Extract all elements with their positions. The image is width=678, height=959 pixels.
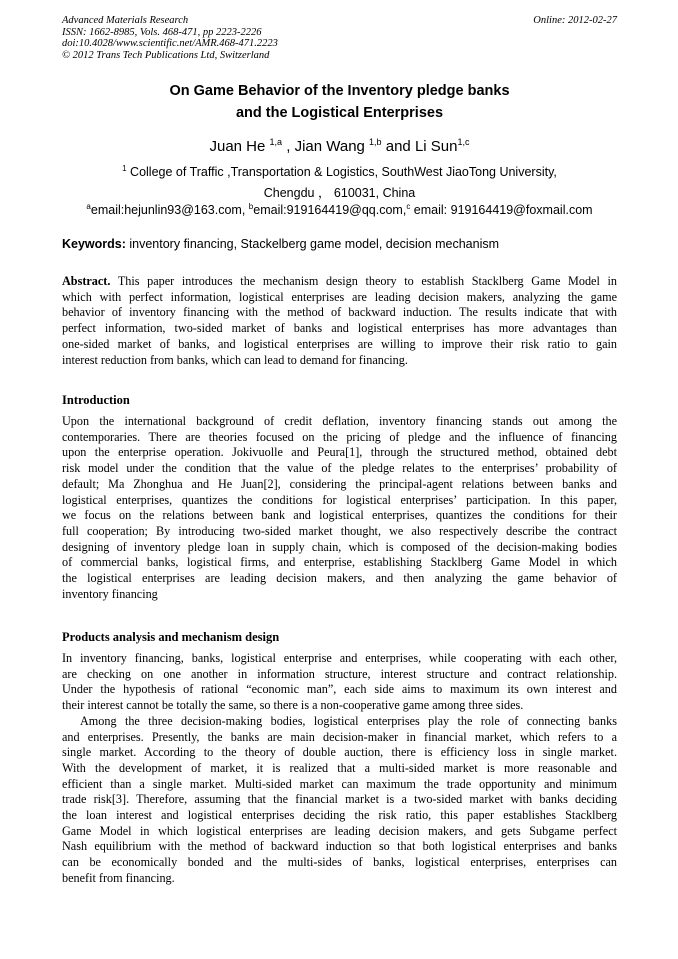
title-line-2: and the Logistical Enterprises — [235, 105, 444, 121]
author-emails — [62, 202, 617, 218]
publication-header — [62, 15, 617, 61]
paragraph-line: of commercial banks, logistical firms, and enterprise, establishing Stacklberg Game Model in which — [62, 555, 617, 570]
abstract — [62, 274, 617, 368]
email-marker-a: a — [86, 202, 91, 211]
title-line-1: On Game Behavior of the Inventory pledge banks — [169, 83, 510, 99]
email-b: email:919164419@qq.com, — [253, 203, 407, 217]
paragraph-line: designing of inventory pledge loan in supply chain, which is composed of the decision-making bodies — [62, 539, 617, 554]
paragraph-line: trade risk[3]. Therefore, assuming that the financial market is a two-sided market with banks deciding — [62, 792, 617, 807]
abstract-line: interest reduction from banks, which can lead to demand for financing. — [62, 352, 408, 367]
author-separator: , — [282, 138, 295, 155]
paragraph-line: logistical enterprises, quantizes the conditions for logistical enterprises’ participation. In this paper, — [62, 492, 617, 507]
paper-title — [62, 80, 617, 124]
paragraph-line: inventory financing — [62, 586, 158, 601]
affiliation-line-2: Chengdu ， 610031, China — [263, 186, 416, 200]
keywords-label: Keywords: — [62, 237, 126, 251]
paragraph-line: can be economically bonded and the multi-sides of banks, logistical enterprises, enterprises can — [62, 855, 617, 870]
introduction-paragraph — [62, 414, 617, 602]
email-marker-c: c — [406, 202, 411, 211]
paragraph-line: With the development of market, it is realized that a multi-sided market is more reasonable and — [62, 760, 617, 775]
paragraph-line: the loan interest and logistical enterprises deciding the risk ratio, this paper establishes Stacklberg — [62, 808, 617, 823]
paragraph-line: Among the three decision-making bodies, logistical enterprises play the role of connecting banks — [80, 713, 617, 728]
paragraph-line: In inventory financing, banks, logistical enterprise and enterprises, while cooperating with each other, — [62, 651, 617, 665]
author-1-affiliation: 1,a — [269, 137, 283, 147]
abstract-line: which with perfect information, logistical enterprises are leading decision makers, analyzing the game — [62, 289, 617, 304]
paragraph-line: default; Ma Zhonghua and He Juan[2], considering the principal-agent relations between banks and — [62, 476, 617, 491]
paragraph-line: efficient than a single market. Multi-sided market can maximum the trade opportunity and minimum — [62, 776, 617, 791]
paragraph-line: are checking on one another in information structure, interest structure and contract relationship. — [62, 666, 617, 681]
abstract-line: Abstract. This paper introduces the mechanism design theory to establish Stacklberg Game Model in — [62, 274, 617, 288]
email-c: email: 919164419@foxmail.com — [410, 203, 593, 217]
online-date: Online: 2012-02-27 — [533, 15, 617, 26]
abstract-line: one-sided market of banks, and logistical enterprises are willing to improve their risk ratio to gain — [62, 336, 617, 351]
keywords-text: inventory financing, Stackelberg game model, decision mechanism — [125, 237, 500, 251]
abstract-line: behavior of inventory financing with the method of backward induction. The results indicate that with — [62, 305, 617, 320]
products-analysis-section — [62, 651, 617, 887]
paragraph-line: Upon the international background of credit deflation, inventory financing stands out among the — [62, 414, 617, 428]
email-a: email:hejunlin93@163.com, — [90, 203, 249, 217]
author-2-affiliation: 1,b — [369, 137, 382, 147]
author-3: Li Sun — [414, 138, 458, 155]
paragraph-line: we focus on the relations between bank and logistical enterprises, quantizes the conditions for their — [62, 508, 617, 523]
paragraph-line: full cooperation; By introducing two-sided market thought, we also respectively describe the contract — [62, 523, 617, 538]
paragraph-line: the logistical enterprises are leading decision makers, and then analyzing the game behavior of — [62, 571, 617, 586]
keywords-line — [62, 237, 617, 252]
paragraph-line: contemporaries. There are theories focused on the pricing of pledge and the influence of financing — [62, 429, 617, 444]
abstract-line: perfect information, two-sided market of banks and logistical enterprises has more advantages than — [62, 321, 617, 336]
author-1: Juan He — [209, 138, 270, 155]
affiliation-line-1: $^1$ College of Traffic ,Transportation & Logistics, SouthWest JiaoTong University, — [122, 164, 557, 179]
journal-name: Advanced Materials Research — [62, 15, 189, 26]
paragraph-line: risk model under the condition that the value of the pledge relates to the enterprises’ probability of — [62, 461, 617, 476]
affiliation-marker: 1 — [122, 164, 127, 173]
paragraph-line: Nash equilibrium with the method of backward induction so that both logistical enterprises and banks — [62, 839, 617, 854]
doi-line: doi:10.4028/www.scientific.net/AMR.468-471.2223 — [62, 38, 278, 50]
paragraph-line: benefit from financing. — [62, 870, 175, 885]
paragraph-line: single market. According to the theory of double auction, there is efficiency loss in single market. — [62, 745, 617, 760]
paragraph-line: their interest cannot be totally the same, so there is a non-cooperative game among three sides. — [62, 698, 524, 713]
author-2: Jian Wang — [294, 138, 370, 155]
paragraph-line: upon the enterprise operation. Jokivuolle and Peura[1], through the structured method, obtained debt — [62, 445, 617, 460]
paragraph-line: Under the hypothesis of rational “economic man”, each side aims to maximum its own interest and — [62, 682, 617, 697]
section-heading-products-analysis: Products analysis and mechanism design — [62, 630, 280, 644]
paragraph-line: and enterprises. Presently, the banks are main decision-maker in financial market, which refers to a — [62, 729, 617, 744]
section-heading-introduction: Introduction — [62, 393, 130, 407]
author-list — [62, 137, 617, 157]
abstract-label: Abstract. — [62, 274, 111, 288]
copyright-line: © 2012 Trans Tech Publications Ltd, Switzerland — [62, 49, 270, 61]
paragraph-line: Game Model in which logistical enterprises are leading decision makers, and gets Subgame perfect — [62, 823, 617, 838]
email-marker-b: b — [248, 202, 254, 211]
author-3-affiliation: 1,c — [457, 137, 470, 147]
author-separator: and — [381, 138, 415, 155]
issn-line: ISSN: 1662-8985, Vols. 468-471, pp 2223-2226 — [62, 26, 262, 38]
